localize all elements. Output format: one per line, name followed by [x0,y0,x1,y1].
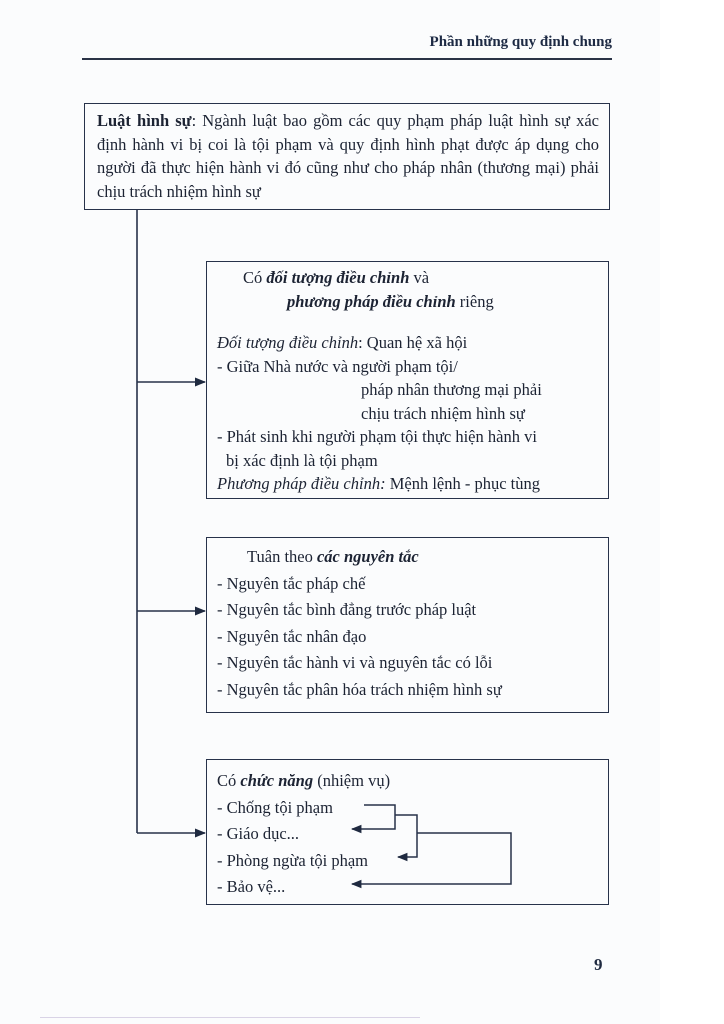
functions-box [206,759,609,905]
principle-item: - Nguyên tắc bình đẳng trước pháp luật [217,600,477,619]
object-line: bị xác định là tội phạm [226,450,378,470]
object-heading-line-2: phương pháp điều chỉnh riêng [287,291,494,311]
method-line: Phương pháp điều chỉnh: Mệnh lệnh - phục tùng [217,474,541,493]
principle-item: - Nguyên tắc hành vi và nguyên tắc có lỗi [217,653,493,672]
method-heading-em: phương pháp điều chỉnh [287,291,456,311]
function-item: - Phòng ngừa tội phạm [217,850,369,870]
principle-item: - Nguyên tắc pháp chế [217,573,366,593]
function-item: - Bảo vệ... [217,877,286,896]
principles-heading: Tuân theo các nguyên tắc [247,547,419,566]
function-item: - Giáo dục... [217,824,300,843]
object-line: - Phát sinh khi người phạm tội thực hiện hành vi [217,427,537,446]
header-rule [82,58,612,60]
definition-box [84,103,610,210]
page-number: 9 [594,955,603,974]
functions-heading: Có chức năng (nhiệm vụ) [217,771,391,790]
page-edge [660,0,724,1024]
principle-item: - Nguyên tắc phân hóa trách nhiệm hình sự [217,679,502,699]
object-line: chịu trách nhiệm hình sự [361,403,525,423]
object-method-box [206,261,609,499]
object-line: pháp nhân thương mại phải [361,380,542,399]
principle-item: - Nguyên tắc nhân đạo [217,626,367,646]
definition-text: : Ngành luật bao gồm các quy phạm pháp luật hình sự xác định hành vi bị coi là tội phạm và quy định hình phạt được áp dụng cho người đã thực hiện hành vi đó cũng như cho pháp nhân (thương mại) phải chịu trách nhiệm hình sự [97,111,599,201]
object-line: - Giữa Nhà nước và người phạm tội/ [217,356,458,376]
running-header: Phần những quy định chung [429,34,612,50]
object-heading-line-1: Có đối tượng điều chỉnh và [243,268,430,287]
function-item: - Chống tội phạm [217,797,333,817]
definition-term: Luật hình sự [97,111,192,130]
principles-box [206,537,609,713]
object-heading-em: đối tượng điều chỉnh [266,268,410,287]
object-label-line: Đối tượng điều chỉnh: Quan hệ xã hội [217,333,468,352]
page-bottom-edge [40,1017,420,1018]
